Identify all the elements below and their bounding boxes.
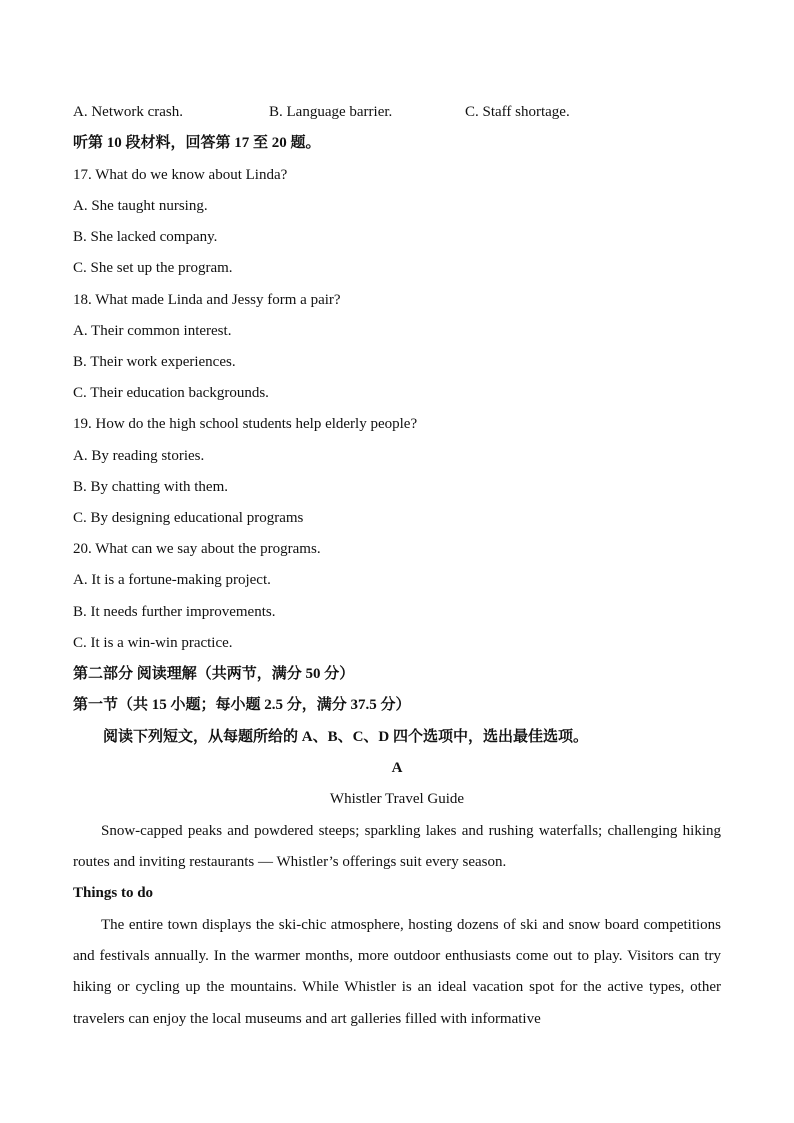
passage-letter: A <box>391 760 403 776</box>
question-18-option-b: B. Their work experiences. <box>73 354 236 370</box>
things-to-do-heading: Things to do <box>73 885 154 901</box>
question-19-option-a: A. By reading stories. <box>73 448 205 464</box>
question-18-option-c: C. Their education backgrounds. <box>73 385 269 401</box>
question-19: 19. How do the high school students help elderly people? <box>73 416 418 432</box>
intro-paragraph: Snow-capped peaks and powdered steeps; sparkling lakes and rushing waterfalls; challenging hiking routes and inviting restaurants — Whistler’s offerings suit every season. <box>73 823 721 871</box>
question-20: 20. What can we say about the programs. <box>73 541 321 557</box>
question-17-option-b: B. She lacked company. <box>73 229 218 245</box>
reading-instructions: 阅读下列短文，从每题所给的 A、B、C、D 四个选项中，选出最佳选项。 <box>103 729 589 745</box>
question-17-option-c: C. She set up the program. <box>73 260 233 276</box>
question-19-option-b: B. By chatting with them. <box>73 479 228 495</box>
question-18-option-a: A. Their common interest. <box>73 323 232 339</box>
question-19-option-c: C. By designing educational programs <box>73 510 304 526</box>
passage-title: Whistler Travel Guide <box>329 791 465 807</box>
question-18: 18. What made Linda and Jessy form a pair? <box>73 292 341 308</box>
question-20-option-a: A. It is a fortune-making project. <box>73 572 271 588</box>
question-20-option-b: B. It needs further improvements. <box>73 604 276 620</box>
things-to-do-paragraph: The entire town displays the ski-chic atmosphere, hosting dozens of ski and snow board competitions and festivals annually. In the warmer months, more outdoor enthusiasts come out to play. Visitors can try hiking or cycling up the mountains. While Whistler is an ideal vacation spot for the active types, other travelers can enjoy the local museums and art galleries filled with informative <box>73 917 721 1027</box>
option-b: B. Language barrier. <box>269 104 393 120</box>
section-1-header: 第一节（共 15 小题；每小题 2.5 分，满分 37.5 分） <box>73 697 411 713</box>
question-17: 17. What do we know about Linda? <box>73 167 288 183</box>
question-16-options <box>73 102 713 122</box>
section-10-header: 听第 10 段材料，回答第 17 至 20 题。 <box>73 135 321 151</box>
option-c: C. Staff shortage. <box>465 104 570 120</box>
option-a: A. Network crash. <box>73 104 183 120</box>
question-17-option-a: A. She taught nursing. <box>73 198 208 214</box>
question-20-option-c: C. It is a win-win practice. <box>73 635 233 651</box>
part-2-header: 第二部分 阅读理解（共两节，满分 50 分） <box>73 666 355 682</box>
